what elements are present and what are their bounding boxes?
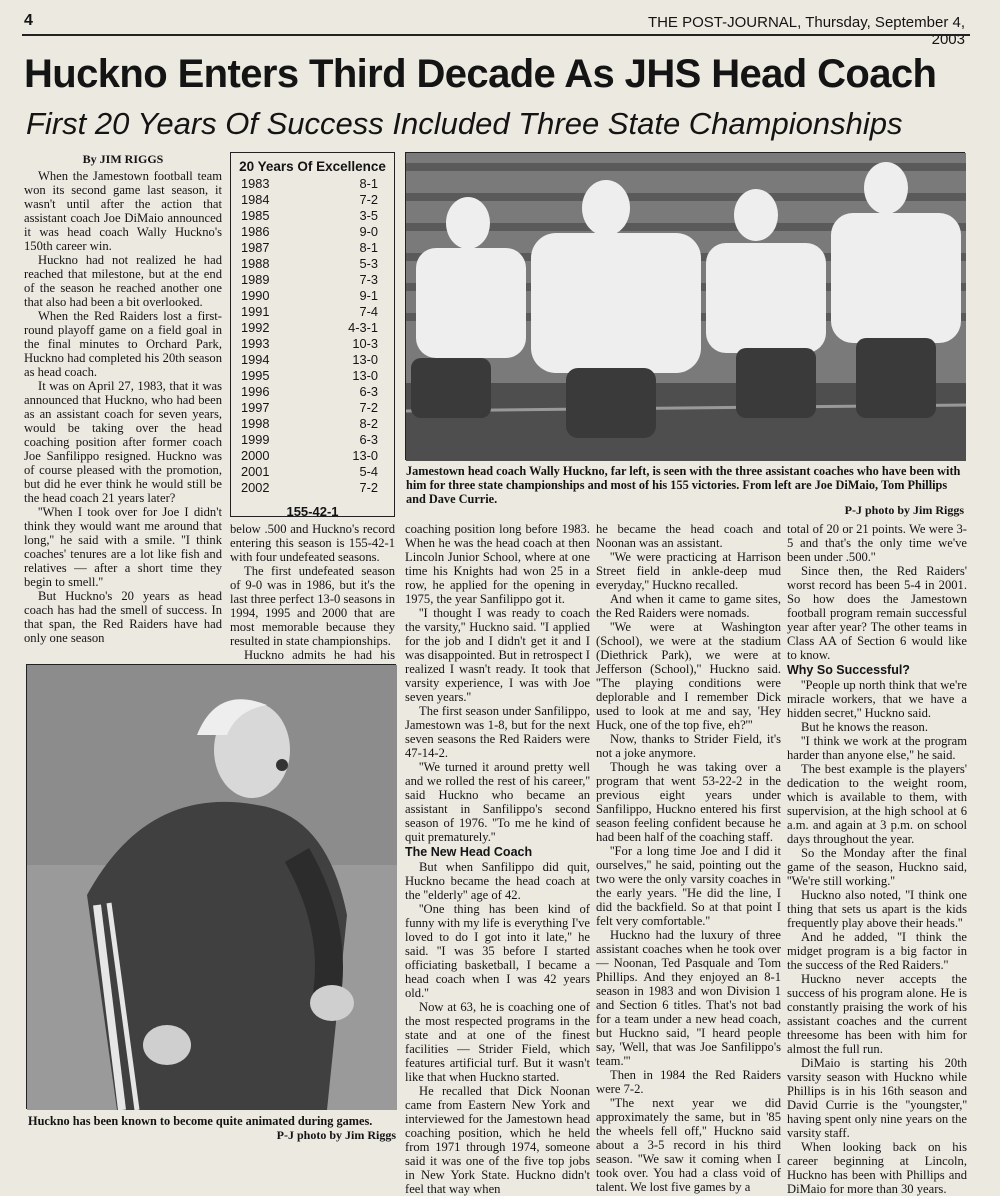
record-value: 7-2 [359, 400, 378, 415]
record-value: 5-3 [359, 256, 378, 271]
paragraph: ''We were practicing at Harrison Street field in ankle-deep mud everyday,'' Huckno recalled. [596, 550, 781, 592]
page-number: 4 [24, 12, 33, 29]
record-year: 1989 [241, 272, 270, 287]
record-value: 8-1 [359, 176, 378, 191]
paragraph: And when it came to game sites, the Red Raiders were nomads. [596, 592, 781, 620]
paragraph: Huckno never accepts the success of his program alone. He is constantly praising the work of his assistant coaches and the current threesome has been with him for almost the full run. [787, 972, 967, 1056]
record-row [239, 480, 386, 496]
record-row [239, 416, 386, 432]
record-year: 1992 [241, 320, 270, 335]
record-row [239, 384, 386, 400]
paragraph: But he knows the reason. [801, 720, 928, 734]
article-column-2 [230, 522, 395, 662]
record-row [239, 240, 386, 256]
paragraph: Then in 1984 the Red Raiders were 7-2. [596, 1068, 781, 1096]
record-value: 7-3 [359, 272, 378, 287]
section-subhead: The New Head Coach [405, 845, 533, 859]
paragraph: ''The next year we did approximately the same, but in '85 the wheels fell off,'' Huckno said about a 3-5 record in his third season. ''We saw it coming when I took over. You had a class void of talent. We lost five games by a [596, 1096, 781, 1194]
record-row [239, 336, 386, 352]
record-row [239, 464, 386, 480]
record-value: 7-4 [359, 304, 378, 319]
record-value: 9-1 [359, 288, 378, 303]
record-row [239, 352, 386, 368]
record-year: 2000 [241, 448, 270, 463]
subheadline: First 20 Years Of Success Included Three State Championships [26, 106, 903, 141]
record-year: 1990 [241, 288, 270, 303]
record-value: 4-3-1 [348, 320, 378, 335]
record-year: 1997 [241, 400, 270, 415]
record-row [239, 368, 386, 384]
record-year: 1987 [241, 240, 270, 255]
bottom-photo-credit: P-J photo by Jim Riggs [276, 1128, 396, 1142]
record-value: 7-2 [359, 480, 378, 495]
record-row [239, 432, 386, 448]
records-list [239, 176, 386, 496]
paragraph: DiMaio is starting his 20th varsity season with Huckno while Phillips is in his 16th season and David Currie is the ''youngster,'' having spent only nine years on the varsity staff. [787, 1056, 967, 1140]
record-row [239, 304, 386, 320]
record-year: 1986 [241, 224, 270, 239]
article-column-1 [24, 152, 222, 652]
record-value: 6-3 [359, 432, 378, 447]
record-row [239, 208, 386, 224]
paragraph: he became the head coach and Noonan was an assistant. [596, 522, 781, 550]
paragraph: Though he was taking over a program that went 53-22-2 in the previous eight years under Sanfilippo, Huckno entered his first season feeling confident because he had been half of the coaching staff. [596, 760, 781, 844]
masthead: THE POST-JOURNAL, Thursday, September 4, 2003 [647, 14, 965, 48]
record-value: 13-0 [352, 368, 378, 383]
record-year: 1994 [241, 352, 270, 367]
record-row [239, 400, 386, 416]
paragraph: The first season under Sanfilippo, Jamestown was 1-8, but for the next seven seasons the Red Raiders were 47-14-2. [405, 704, 590, 760]
headline: Huckno Enters Third Decade As JHS Head Coach [24, 52, 937, 96]
paragraph: ''I thought I was ready to coach the varsity,'' Huckno said. ''I applied for the job and I didn't get it and I was disappointed. But in retrospect I realized I wasn't ready. It took that varsity experience, I was with Joe seven years.'' [405, 606, 590, 704]
record-year: 1983 [241, 176, 270, 191]
sidebar-title: 20 Years Of Excellence [239, 159, 386, 174]
record-year: 1988 [241, 256, 270, 271]
paragraph: The best example is the players' dedication to the weight room, which is available to them, with supervision, at the high school at 6 a.m. and again at 3 p.m. on school days throughout the year. [787, 762, 967, 846]
record-year: 2001 [241, 464, 270, 479]
record-row [239, 224, 386, 240]
huckno-photo [26, 664, 396, 1109]
record-value: 9-0 [359, 224, 378, 239]
paragraph: ''I think we work at the program harder than anyone else,'' he said. [787, 734, 967, 762]
record-value: 8-2 [359, 416, 378, 431]
record-year: 1996 [241, 384, 270, 399]
paragraph: It was on April 27, 1983, that it was announced that Huckno, who had been as an assistant coach for seven years, would be taking over the head coaching position after former coach Joe Sanfilippo resigned. Huckno was of course pleased with the promotion, but did he ever think he would still be the head coach 21 years later? [24, 379, 222, 505]
paragraph: Huckno had not realized he had reached that milestone, but at the end of the season he reached another one that also had been a bit overlooked. [24, 253, 222, 309]
record-year: 1995 [241, 368, 270, 383]
paragraph: So the Monday after the final game of the season, Huckno said, ''We're still working.'' [787, 846, 967, 888]
record-row [239, 288, 386, 304]
record-year: 1998 [241, 416, 270, 431]
paragraph: ''We were at Washington (School), we were at the stadium (Diethrick Park), we were at Jefferson (School),'' Huckno said. ''The playing conditions were deplorable and I remember Dick used to look at me and say, 'Hey Huck, one of the top five, eh?''' [596, 620, 781, 732]
paragraph: He recalled that Dick Noonan came from Eastern New York and interviewed for the Jamestown head coaching position, which he held from 1971 through 1974, someone said it was one of the five top jobs in New York State. Huckno didn't feel that way when [405, 1084, 590, 1196]
record-value: 3-5 [359, 208, 378, 223]
byline: By JIM RIGGS [82, 152, 164, 166]
bottom-photo-caption: Huckno has been known to become quite animated during games. [28, 1114, 373, 1128]
record-row [239, 192, 386, 208]
paragraph: When the Jamestown football team won its second game last season, it wasn't until after the action that assistant coach Joe DiMaio announced it was head coach Wally Huckno's 150th career win. [24, 169, 222, 253]
paragraph: ''People up north think that we're miracle workers, that we have a hidden secret,'' Huckno said. [787, 678, 967, 720]
paragraph: ''For a long time Joe and I did it ourselves,'' he said, pointing out the two were the only varsity coaches in the early years. ''He did the line, I did the backfield. So at that point I felt very comfortable.'' [596, 844, 781, 928]
paragraph: total of 20 or 21 points. We were 3-5 and that's the only time we've been under .500.'' [787, 522, 967, 564]
paragraph: And he added, ''I think the midget program is a big factor in the success of the Red Raiders.'' [787, 930, 967, 972]
paragraph: The first undefeated season of 9-0 was in 1986, but it's the last three perfect 13-0 seasons in 1994, 1995 and 2000 that are most memorable because they resulted in state championships. [230, 564, 395, 648]
paragraph: Now at 63, he is coaching one of the most respected programs in the state and at one of the finest facilities — Strider Field, which features artificial turf. But it wasn't like that when Huckno started. [405, 1000, 590, 1084]
article-column-5 [787, 522, 967, 1196]
coaches-photo-image [406, 153, 966, 461]
paragraph: Now, thanks to Strider Field, it's not a joke anymore. [596, 732, 781, 760]
career-total: 155-42-1 [286, 504, 339, 519]
header-rule [22, 34, 970, 36]
record-row [239, 256, 386, 272]
record-row [239, 448, 386, 464]
record-row [239, 272, 386, 288]
record-year: 1999 [241, 432, 270, 447]
paragraph: coaching position long before 1983. When he was the head coach at then Lincoln Junior School, where at one time his Knights had won 25 in a row, he applied for the opening in 1975, the year Sanfilippo got it. [405, 522, 590, 606]
record-value: 8-1 [359, 240, 378, 255]
record-year: 1984 [241, 192, 270, 207]
paragraph: Huckno had the luxury of three assistant coaches when he took over — Noonan, Ted Pasquale and Tom Phillips. And they enjoyed an 8-1 season in 1983 and won Division 1 and Section 6 titles. That's not bad for a team under a new head coach, but Huckno said, ''I heard people say, 'Well, that was Joe Sanfilippo's team.''' [596, 928, 781, 1068]
paragraph: But when Sanfilippo did quit, Huckno became the head coach at the ''elderly'' age of 42. [405, 860, 590, 902]
paragraph: ''One thing has been kind of funny with my life is everything I've loved to do I got into it late,'' he said. ''I was 35 before I started officiating basketball, I became a head coach when I was 42 years old.'' [405, 902, 590, 1000]
record-year: 1985 [241, 208, 270, 223]
record-value: 7-2 [359, 192, 378, 207]
record-value: 10-3 [352, 336, 378, 351]
record-year: 1991 [241, 304, 270, 319]
paragraph: Huckno admits he had his [244, 648, 395, 662]
paragraph: below .500 and Huckno's record entering this season is 155-42-1 with four undefeated seasons. [230, 522, 395, 564]
record-year: 2002 [241, 480, 270, 495]
section-subhead: Why So Successful? [787, 663, 910, 677]
article-column-4 [596, 522, 781, 1194]
top-photo-caption: Jamestown head coach Wally Huckno, far left, is seen with the three assistant coaches who have been with him for three state championships and most of his 155 victories. From left are Joe DiMaio, Tom Phillips and Dave Currie. [406, 464, 961, 506]
huckno-photo-image [27, 665, 397, 1110]
coaches-photo [405, 152, 965, 460]
paragraph: When the Red Raiders lost a first-round playoff game on a field goal in the final minutes to Orchard Park, Huckno had completed his 20th season as head coach. [24, 309, 222, 379]
paragraph: ''We turned it around pretty well and we rolled the rest of his career,'' said Huckno who became an assistant in Sanfilippo's second season of 1976. ''To me he kind of quit prematurely.'' [405, 760, 590, 844]
record-value: 5-4 [359, 464, 378, 479]
record-year: 1993 [241, 336, 270, 351]
records-sidebar [230, 152, 395, 517]
record-row [239, 320, 386, 336]
article-column-3 [405, 522, 590, 1196]
paragraph: Huckno also noted, ''I think one thing that sets us apart is the kids frequently play above their heads.'' [787, 888, 967, 930]
paragraph: When looking back on his career beginning at Lincoln, Huckno has been with Phillips and DiMaio for more than 30 years. [787, 1140, 967, 1196]
paragraph: Since then, the Red Raiders' worst record has been 5-4 in 2001. So how does the Jamestown football program remain successful year after year? The other teams in Class AA of Section 6 would like to know. [787, 564, 967, 662]
paragraph: But Huckno's 20 years as head coach has had the smell of success. In that span, the Red Raiders have had only one season [24, 589, 222, 645]
record-value: 13-0 [352, 352, 378, 367]
record-value: 6-3 [359, 384, 378, 399]
top-photo-credit: P-J photo by Jim Riggs [844, 503, 964, 517]
record-value: 13-0 [352, 448, 378, 463]
record-row [239, 176, 386, 192]
paragraph: ''When I took over for Joe I didn't think they would want me around that long,'' he said with a smile. ''I think coaches' tenures are a lot like fish and relatives — after a short time they begin to smell.'' [24, 505, 222, 589]
